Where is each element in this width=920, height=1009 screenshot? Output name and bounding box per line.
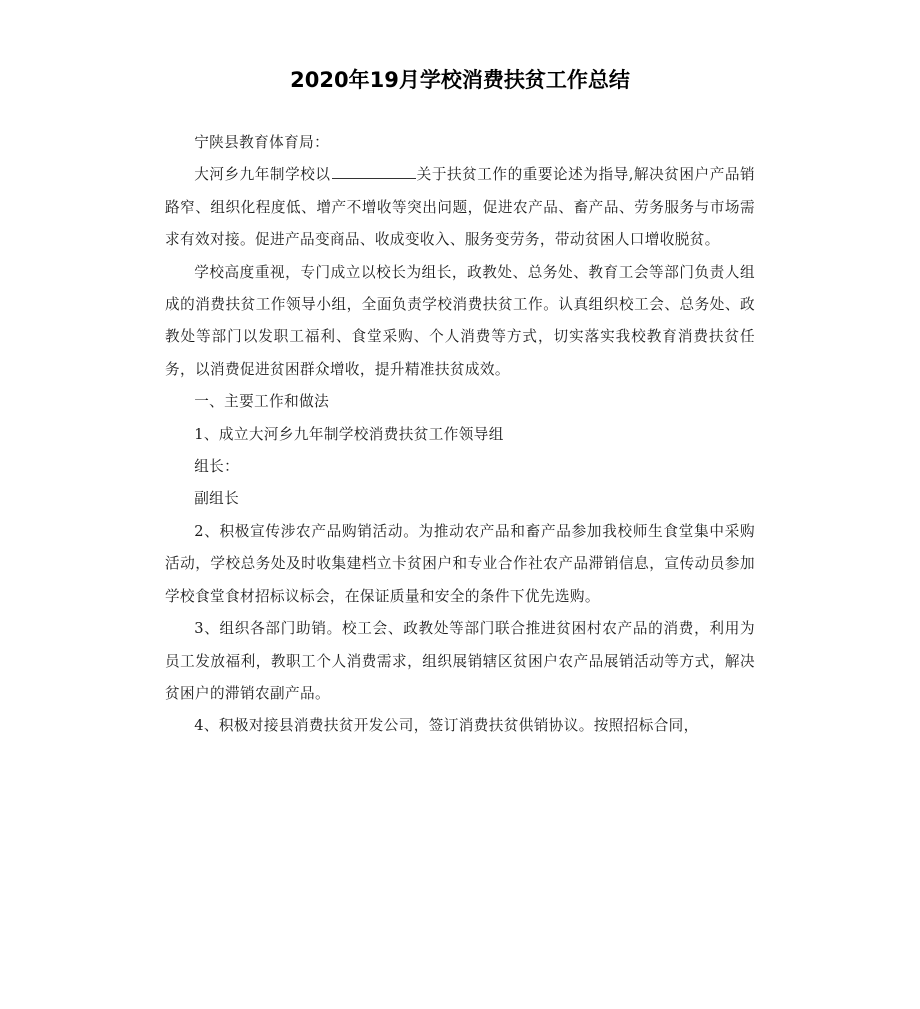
section-heading-main-work: 一、主要工作和做法 bbox=[194, 393, 330, 411]
paragraph-intro bbox=[165, 159, 755, 256]
paragraph-intro-start: 大河乡九年制学校以 bbox=[194, 166, 331, 184]
deputy-leader-line: 副组长 bbox=[194, 490, 240, 508]
leader-line: 组长： bbox=[194, 458, 240, 476]
fill-in-blank bbox=[332, 164, 416, 179]
document-title: 2020年19月学校消费扶贫工作总结 bbox=[290, 68, 630, 92]
list-item-department-sales: 3、组织各部门助销。校工会、政教处等部门联合推进贫困村农产品的消费，利用为员工发放福利，教职工个人消费需求，组织展销辖区贫困户农产品展销活动等方式，解决贫困户的滞销农副产品。 bbox=[165, 620, 755, 702]
paragraph-organization: 学校高度重视，专门成立以校长为组长，政教处、总务处、教育工会等部门负责人组成的消费扶贫工作领导小组，全面负责学校消费扶贫工作。认真组织校工会、总务处、政教处等部门以发职工福利、食堂采购、个人消费等方式，切实落实我校教育消费扶贫任务，以消费促进贫困群众增收，提升精准扶贫成效。 bbox=[165, 263, 755, 378]
list-item-county-company: 4、积极对接县消费扶贫开发公司，签订消费扶贫供销协议。按照招标合同， bbox=[194, 717, 699, 735]
document-body bbox=[165, 127, 755, 743]
list-item-promotion: 2、积极宣传涉农产品购销活动。为推动农产品和畜产品参加我校师生食堂集中采购活动，学校总务处及时收集建档立卡贫困户和专业合作社农产品滞销信息，宣传动员参加学校食堂食材招标议标会，在保证质量和安全的条件下优先选购。 bbox=[165, 522, 755, 605]
paragraph-intro-rest: 关于扶贫工作的重要论述为指导,解决贫困户产品销路窄、组织化程度低、增产不增收等突出问题，促进农产品、畜产品、劳务服务与市场需求有效对接。促进产品变商品、收成变收入、服务变劳务，带动贫困人口增收脱贫。 bbox=[165, 166, 755, 249]
list-item-leading-group: 1、成立大河乡九年制学校消费扶贫工作领导组 bbox=[194, 425, 504, 443]
salutation: 宁陕县教育体育局： bbox=[194, 134, 330, 151]
